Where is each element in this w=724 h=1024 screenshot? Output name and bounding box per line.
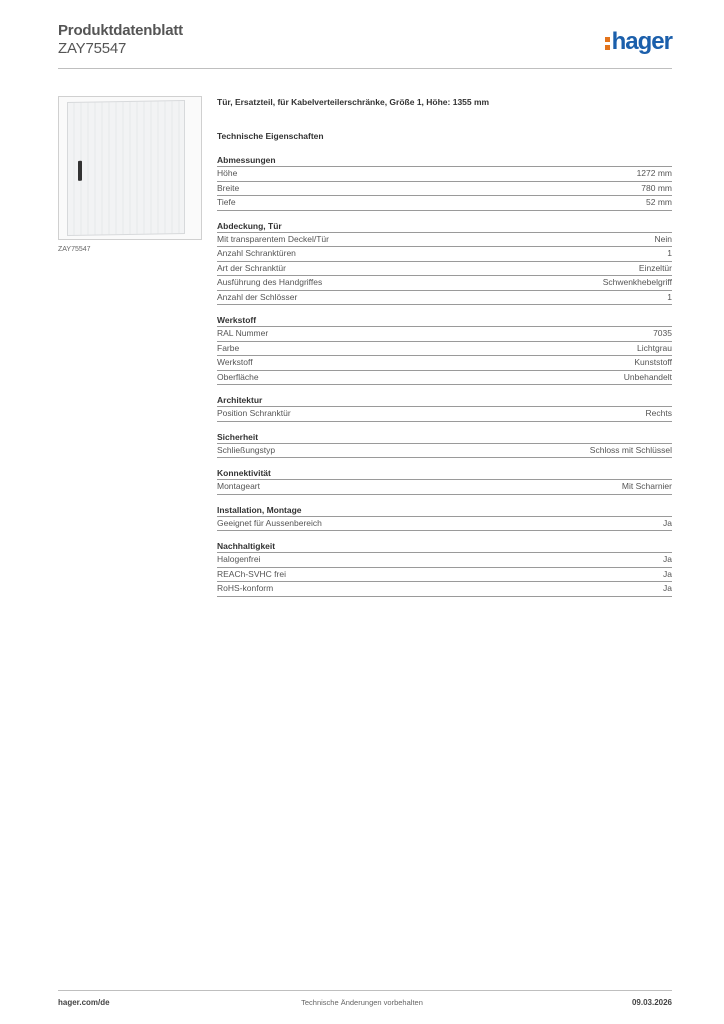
property-row [217, 196, 672, 211]
property-value: Schloss mit Schlüssel [589, 444, 672, 455]
property-label: Halogenfrei [217, 554, 261, 564]
document-title: Produktdatenblatt [58, 22, 183, 39]
property-label: Werkstoff [217, 357, 253, 367]
property-row [217, 480, 672, 495]
property-value: Ja [663, 517, 672, 528]
property-value: Kunststoff [634, 357, 672, 367]
footer-divider [58, 990, 672, 991]
property-row [217, 247, 672, 262]
section-title: Installation, Montage [217, 505, 672, 517]
property-label: Schließungstyp [217, 444, 276, 455]
property-section [217, 541, 672, 597]
property-row [217, 407, 672, 422]
property-row [217, 582, 672, 597]
property-value: Nein [654, 233, 672, 244]
property-row [217, 262, 672, 277]
property-label: REACh-SVHC frei [217, 568, 286, 579]
property-row [217, 291, 672, 306]
property-value: Rechts [645, 408, 672, 418]
property-label: Höhe [217, 168, 238, 178]
property-value: Ja [663, 568, 672, 579]
document-header [58, 22, 183, 57]
property-label: Art der Schranktür [217, 262, 286, 273]
property-value: Schwenkhebelgriff [602, 277, 672, 287]
property-label: Position Schranktür [217, 408, 291, 418]
property-row [217, 517, 672, 532]
technical-properties-heading: Technische Eigenschaften [217, 131, 324, 141]
property-section [217, 432, 672, 459]
property-row [217, 553, 672, 568]
property-section [217, 505, 672, 532]
property-row [217, 233, 672, 248]
footer-disclaimer: Technische Änderungen vorbehalten [301, 998, 423, 1007]
property-value: 1272 mm [636, 168, 672, 178]
property-value: Mit Scharnier [621, 481, 672, 491]
property-label: Montageart [217, 481, 260, 491]
section-title: Sicherheit [217, 432, 672, 444]
section-title: Architektur [217, 395, 672, 407]
property-label: Anzahl Schranktüren [217, 248, 296, 258]
property-section [217, 155, 672, 211]
property-label: Ausführung des Handgriffes [217, 277, 323, 287]
product-description: Tür, Ersatzteil, für Kabelverteilerschränke, Größe 1, Höhe: 1355 mm [217, 97, 490, 107]
logo-text: hager [611, 28, 672, 55]
property-label: Farbe [217, 342, 240, 353]
property-row [217, 371, 672, 386]
property-value: 1 [667, 291, 672, 302]
property-section [217, 468, 672, 495]
properties-sections [217, 155, 672, 597]
property-row [217, 342, 672, 357]
property-value: 780 mm [641, 182, 672, 193]
property-label: Breite [217, 182, 240, 193]
section-title: Konnektivität [217, 468, 672, 480]
footer-website: hager.com/de [58, 998, 110, 1007]
product-image [58, 96, 202, 240]
property-value: Einzeltür [638, 262, 672, 273]
property-row [217, 276, 672, 291]
property-label: Geeignet für Aussenbereich [217, 517, 322, 528]
property-value: 52 mm [646, 197, 672, 207]
property-label: Tiefe [217, 197, 236, 207]
property-row [217, 356, 672, 371]
property-value: Lichtgrau [637, 342, 672, 353]
property-label: Anzahl der Schlösser [217, 291, 298, 302]
section-title: Abdeckung, Tür [217, 221, 672, 233]
property-section [217, 395, 672, 422]
property-value: Ja [663, 554, 672, 564]
property-label: Oberfläche [217, 371, 259, 382]
product-image-caption: ZAY75547 [58, 246, 91, 253]
property-value: Unbehandelt [623, 371, 672, 382]
property-row [217, 444, 672, 459]
logo-dots-icon [605, 34, 610, 50]
product-number: ZAY75547 [58, 40, 127, 57]
property-section [217, 221, 672, 306]
property-row [217, 167, 672, 182]
property-label: RAL Nummer [217, 328, 269, 338]
section-title: Abmessungen [217, 155, 672, 167]
footer-date: 09.03.2026 [631, 998, 672, 1007]
property-value: 7035 [653, 328, 672, 338]
door-handle-icon [78, 161, 82, 181]
property-row [217, 327, 672, 342]
property-label: RoHS-konform [217, 583, 274, 593]
section-title: Werkstoff [217, 315, 672, 327]
product-details [217, 97, 672, 607]
cabinet-door-illustration [67, 100, 185, 236]
property-value: 1 [667, 248, 672, 258]
property-row [217, 568, 672, 583]
header-divider [58, 68, 672, 69]
property-row [217, 182, 672, 197]
property-value: Ja [663, 583, 672, 593]
section-title: Nachhaltigkeit [217, 541, 672, 553]
property-label: Mit transparentem Deckel/Tür [217, 233, 329, 244]
property-section [217, 315, 672, 385]
hager-logo [605, 28, 672, 56]
